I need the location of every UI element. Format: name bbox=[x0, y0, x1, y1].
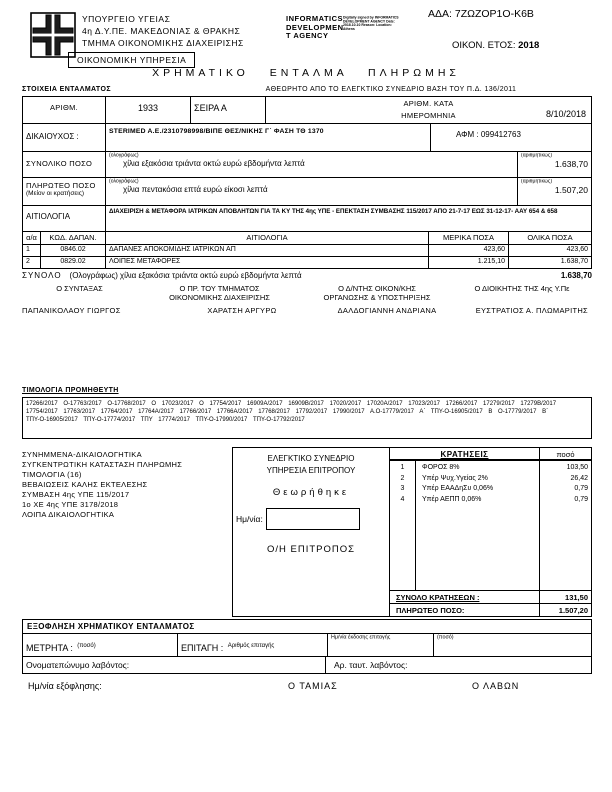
deduction-4-amount: 0,79 bbox=[574, 495, 588, 503]
item-1-total: 423,60 bbox=[566, 246, 588, 253]
settlement-date-label: Ημ/νία εξόφλησης: bbox=[28, 681, 102, 691]
cheque-amount-note: (ποσό) bbox=[437, 635, 454, 641]
deduction-amounts-column bbox=[539, 461, 591, 590]
in-figures-label: (αριθμητικώς) bbox=[521, 153, 553, 159]
order-number-row bbox=[23, 97, 591, 123]
item-1-code: 0846.02 bbox=[41, 245, 106, 256]
audit-court-line2: ΥΠΗΡΕΣΙΑ ΕΠΙΤΡΟΠΟΥ bbox=[266, 466, 356, 475]
ministry-line-1: ΥΠΟΥΡΓΕΙΟ ΥΓΕΙΑΣ bbox=[82, 14, 171, 24]
role-governor: Ο ΔΙΟΙΚΗΤΗΣ ΤΗΣ 4ης Υ.Πε bbox=[474, 284, 570, 293]
signatory-name-4: ΕΥΣΤΡΑΤΙΟΣ Α. ΠΛΩΜΑΡΙΤΗΣ bbox=[475, 306, 588, 315]
audit-court-line1: ΕΛΕΓΚΤΙΚΟ ΣΥΝΕΔΡΙΟ bbox=[267, 454, 355, 463]
date-value: 8/10/2018 bbox=[545, 109, 586, 119]
audit-deductions-box bbox=[232, 447, 592, 617]
deduction-2-desc: Υπέρ Ψυχ.Υγείας 2% bbox=[422, 474, 488, 482]
deductions-total-label: ΣΥΝΟΛΟ ΚΡΑΤΗΣΕΩΝ : bbox=[396, 593, 480, 602]
order-number-value: 1933 bbox=[106, 97, 191, 123]
sum-in-words: χίλια εξακόσια τριάντα οκτώ ευρώ εβδομήντα λεπτά bbox=[119, 271, 302, 280]
items-header-partial: ΜΕΡΙΚΑ ΠΟΣΑ bbox=[429, 232, 509, 244]
total-amount-value: 1.638,70 bbox=[554, 159, 588, 169]
audit-court-pane bbox=[233, 448, 390, 616]
invoices-box bbox=[22, 397, 592, 439]
sum-label: ΣΥΝΟΛΟ bbox=[22, 271, 62, 280]
sum-amount: 1.638,70 bbox=[560, 271, 592, 280]
payable-in-words: χίλια πεντακόσια επτά ευρώ είκοσι λεπτά bbox=[123, 185, 268, 194]
item-row-1 bbox=[23, 244, 591, 256]
items-header-desc: ΑΙΤΙΟΛΟΓΙΑ bbox=[106, 232, 429, 244]
deduction-4-desc: Υπέρ ΑΕΠΠ 0,06% bbox=[422, 495, 482, 503]
items-header-row bbox=[23, 231, 591, 244]
stamp-line-2: DEVELOPMEN bbox=[286, 22, 344, 32]
signatory-name-2: ΧΑΡΑΤΣΗ ΑΡΓΥΡΩ bbox=[207, 306, 277, 315]
payable-label: ΠΛΗΡΩΤΕΟ ΠΟΣΟ bbox=[26, 181, 96, 190]
ministry-line-2: 4η Δ.Υ.ΠΕ. ΜΑΚΕΔΟΝΙΑΣ & ΘΡΑΚΗΣ bbox=[82, 26, 241, 36]
approved-label: Θεωρήθηκε bbox=[272, 487, 350, 498]
cheque-label: ΕΠΙΤΑΓΗ : bbox=[181, 643, 224, 653]
deduction-3-no: 3 bbox=[400, 485, 405, 492]
item-1-no: 1 bbox=[23, 245, 41, 256]
deductions-title: ΚΡΑΤΗΣΕΙΣ bbox=[440, 450, 489, 459]
item-2-partial: 1.215,10 bbox=[429, 257, 509, 268]
afm-label: ΑΦΜ : bbox=[456, 130, 479, 139]
beneficiary-label: ΔΙΚΑΙΟΥΧΟΣ : bbox=[23, 124, 106, 151]
attachments-list bbox=[22, 450, 227, 520]
net-payable-amount: 1.507,20 bbox=[539, 604, 591, 616]
item-2-desc: ΛΟΙΠΕΣ ΜΕΤΑΦΟΡΕΣ bbox=[106, 257, 429, 268]
unaudited-note: ΑΘΕΩΡΗΤΟ ΑΠΟ ΤΟ ΕΛΕΓΚΤΙΚΟ ΣΥΝΕΔΡΙΟ ΒΑΣΗ ΤΟΥ Π.Δ. 136/2011 bbox=[265, 86, 517, 93]
role-head-dept-line1: Ο ΠΡ. ΤΟΥ ΤΜΗΜΑΤΟΣ bbox=[179, 284, 260, 293]
section-label-order-details: ΣΤΟΙΧΕΙΑ ΕΝΤΑΛΜΑΤΟΣ bbox=[22, 86, 111, 93]
deductions-amount-header: ποσό bbox=[539, 448, 591, 459]
item-2-total: 1.638,70 bbox=[560, 258, 588, 265]
deduction-2-amount: 26,42 bbox=[570, 474, 588, 482]
reason-label: ΑΙΤΙΟΛΟΓΙΑ bbox=[23, 206, 106, 231]
attachment-line-2: ΣΥΓΚΕΝΤΡΩΤΙΚΗ ΚΑΤΑΣΤΑΣΗ ΠΛΗΡΩΜΗΣ bbox=[22, 460, 183, 469]
role-director-line1: Ο Δ/ΝΤΗΣ ΟΙΚΟΝ/ΚΗΣ bbox=[338, 284, 416, 293]
attachment-line-6: 1ο ΧΕ 4ης ΥΠΕ 3178/2018 bbox=[22, 500, 119, 509]
payable-amount-value: 1.507,20 bbox=[554, 185, 588, 195]
cashier-label: Ο ΤΑΜΙΑΣ bbox=[288, 681, 338, 691]
deduction-2-no: 2 bbox=[400, 474, 405, 482]
fiscal-year-label: ΟΙΚΟΝ. ΕΤΟΣ: bbox=[452, 40, 516, 51]
cash-amount-note: (ποσό) bbox=[77, 643, 96, 649]
deduction-numbers-column bbox=[390, 461, 416, 590]
ada-value: 7ΖΩΖΟΡ1Ο-Κ6Β bbox=[454, 8, 534, 20]
date-label: ΗΜΕΡΟΜΗΝΙΑ bbox=[401, 111, 456, 120]
item-2-no: 2 bbox=[23, 257, 41, 268]
attachment-line-3: ΤΙΜΟΛΟΓΙΑ (16) bbox=[22, 470, 82, 479]
invoice-line-3: ΤΠΥ-Ο-16905/2017 ΤΠΥ-Ο-17774/2017 ΤΠΥ 17774/2017 ΤΠΥ-Ο-17990/2017 ΤΠΥ-Ο-17792/2017 bbox=[26, 417, 305, 423]
deduction-3-amount: 0,79 bbox=[574, 485, 588, 492]
payable-amount-row bbox=[23, 177, 591, 205]
item-1-partial: 423,60 bbox=[429, 245, 509, 256]
net-payable-label: ΠΛΗΡΩΤΕΟ ΠΟΣΟ: bbox=[396, 606, 465, 615]
date-entry-box bbox=[266, 508, 360, 530]
attachment-line-7: ΛΟΙΠΑ ΔΙΚΑΙΟΛΟΓΗΤΙΚΑ bbox=[22, 510, 115, 519]
stamp-details: Digitally signed by INFORMATICS DEVELOPMENT AGENCY Date: 2018.10.10 Reason: Location: Athens bbox=[343, 16, 399, 31]
item-1-desc: ΔΑΠΑΝΕΣ ΑΠΟΚΟΜΙΔΗΣ ΙΑΤΡΙΚΩΝ ΑΠ bbox=[106, 245, 429, 256]
receiver-label: Ο ΛΑΒΩΝ bbox=[472, 681, 520, 691]
deductions-pane bbox=[390, 448, 591, 616]
reason-row bbox=[23, 205, 591, 231]
role-drafter: Ο ΣΥΝΤΑΞΑΣ bbox=[56, 284, 103, 293]
total-amount-label: ΣΥΝΟΛΙΚΟ ΠΟΣΟ bbox=[23, 152, 106, 177]
attachment-line-4: ΒΕΒΑΙΩΣΕΙΣ ΚΑΛΗΣ ΕΚΤΕΛΕΣΗΣ bbox=[22, 480, 148, 489]
settlement-title: ΕΞΟΦΛΗΣΗ ΧΡΗΜΑΤΙΚΟΥ ΕΝΤΑΛΜΑΤΟΣ bbox=[23, 620, 591, 634]
order-table bbox=[22, 96, 592, 269]
in-figures-label-2: (αριθμητικώς) bbox=[521, 179, 553, 185]
ministry-line-3: ΤΜΗΜΑ ΟΙΚΟΝΟΜΙΚΗΣ ΔΙΑΧΕΙΡΙΣΗΣ bbox=[82, 38, 244, 48]
cheque-date-note: Ημ/νία έκδοσης επιταγής bbox=[331, 635, 391, 641]
signatory-name-1: ΠΑΠΑΝΙΚΟΛΑΟΥ ΓΙΩΡΓΟΣ bbox=[22, 306, 121, 315]
stamp-line-3: T AGENCY bbox=[286, 31, 329, 40]
afm-value: 099412763 bbox=[480, 130, 521, 139]
attachment-line-5: ΣΥΜΒΑΣΗ 4ης ΥΠΕ 115/2017 bbox=[22, 490, 130, 499]
ministry-header bbox=[82, 13, 244, 49]
invoice-line-1: 17266/2017 Ο-17763/2017 Ο-17768/2017 Ο 17023/2017 Ο 17754/2017 16909Α/2017 16909Β/2017 17020/2017 17020Α/2017 17023/2017 17266/2017 17279/2017 17279Β/2017 bbox=[26, 401, 557, 407]
ada-code bbox=[428, 8, 534, 20]
beneficiary-value: STERIMED A.E./2310798998/ΒΙΠΕ ΘΕΣ/ΝΙΚΗΣ Γ΄ ΦΑΣΗ ΤΘ 1370 bbox=[106, 124, 431, 151]
invoice-line-2: 17754/2017 17763/2017 17764/2017 17764Α/2017 17766/2017 17766Α/2017 17768/2017 17792/2017 17990/2017 Α.Ο-17779/2017 Α΄ ΤΠΥ-Ο-16905/2017 Β Ο-17779/2017 Β΄ bbox=[26, 409, 549, 415]
deduction-3-desc: Υπέρ ΕΑΑΔηΣυ 0,06% bbox=[422, 485, 494, 492]
items-header-total: ΟΛΙΚΑ ΠΟΣΑ bbox=[527, 233, 573, 242]
beneficiary-row bbox=[23, 123, 591, 151]
ada-label: ΑΔΑ: bbox=[428, 8, 452, 20]
series-value: ΣΕΙΡΑ Α bbox=[191, 97, 266, 123]
signatory-name-3: ΔΑΛΔΟΓΙΑΝΝΗ ΑΝΔΡΙΑΝΑ bbox=[337, 306, 437, 315]
digital-signature-stamp bbox=[286, 15, 344, 41]
in-words-label: (ολογράφως) bbox=[109, 153, 139, 159]
signatory-roles bbox=[22, 283, 592, 303]
department-box: ΟΙΚΟΝΟΜΙΚΗ ΥΠΗΡΕΣΙΑ bbox=[68, 52, 195, 68]
order-number-label: ΑΡΙΘΜ. bbox=[23, 97, 106, 123]
role-director-line2: ΟΡΓΑΝΩΣΗΣ & ΥΠΟΣΤΗΡΙΞΗΣ bbox=[323, 293, 431, 302]
payable-sublabel: (Μείον οι κρατήσεις) bbox=[26, 190, 84, 197]
deduction-1-no: 1 bbox=[400, 464, 405, 471]
reason-text: ΔΙΑΧΕΙΡΙΣΗ & ΜΕΤΑΦΟΡΑ ΙΑΤΡΙΚΩΝ ΑΠΟΒΛΗΤΩΝ ΓΙΑ ΤΑ ΚΥ ΤΗΣ 4ης ΥΠΕ - ΕΠΕΚΤΑΣΗ ΣΥΜΒΑΣΗΣ 115/2017 ΑΠΟ 21-7-17 ΕΩΣ 31-12-17- ΑΑΥ 654 & 658 bbox=[109, 208, 558, 215]
commissioner-label: Ο/Η ΕΠΙΤΡΟΠΟΣ bbox=[266, 544, 356, 555]
in-words-label-2: (ολογράφως) bbox=[109, 179, 139, 185]
deduction-1-desc: ΦΟΡΟΣ 8% bbox=[422, 464, 460, 471]
attachment-line-1: ΣΥΝΗΜΜΕΝΑ-ΔΙΚΑΙΟΛΟΓΗΤΙΚΑ bbox=[22, 450, 142, 459]
sum-line bbox=[22, 271, 592, 280]
stamp-line-1: INFORMATICS bbox=[286, 14, 344, 23]
fiscal-year bbox=[452, 40, 539, 51]
total-in-words: χίλια εξακόσια τριάντα οκτώ ευρώ εβδομήντα λεπτά bbox=[123, 159, 305, 168]
deduction-descriptions-column bbox=[416, 461, 539, 590]
deductions-total-amount: 131,50 bbox=[539, 591, 591, 603]
item-row-2 bbox=[23, 256, 591, 268]
deduction-1-amount: 103,50 bbox=[566, 464, 588, 471]
deduction-4-no: 4 bbox=[400, 495, 405, 503]
document-title: ΧΡΗΜΑΤΙΚΟ ΕΝΤΑΛΜΑ ΠΛΗΡΩΜΗΣ bbox=[152, 67, 460, 79]
total-amount-row bbox=[23, 151, 591, 177]
settlement-table bbox=[22, 619, 592, 674]
sum-words-label: (Ολογράφως) bbox=[69, 271, 118, 280]
recipient-id-label: Αρ. ταυτ. λαβόντος: bbox=[334, 660, 408, 670]
item-2-code: 0829.02 bbox=[41, 257, 106, 268]
cash-label: ΜΕΤΡΗΤΑ : bbox=[26, 643, 73, 653]
cheque-number-note: Αριθμός επιταγής bbox=[227, 643, 275, 649]
kata-label: ΑΡΙΘΜ. ΚΑΤΑ bbox=[403, 99, 454, 108]
invoices-label: ΤΙΜΟΛΟΓΙΑ ΠΡΟΜΗΘΕΥΤΗ bbox=[22, 387, 119, 394]
signatory-names bbox=[22, 306, 592, 315]
fiscal-year-value: 2018 bbox=[518, 40, 540, 51]
audit-date-label: Ημ/νία: bbox=[236, 514, 263, 524]
recipient-name-label: Ονοματεπώνυμο λαβόντος: bbox=[23, 657, 326, 673]
role-head-dept-line2: ΟΙΚΟΝΟΜΙΚΗΣ ΔΙΑΧΕΙΡΙΣΗΣ bbox=[169, 293, 270, 302]
items-header-code: ΚΩΔ. ΔΑΠΑΝ. bbox=[41, 232, 106, 244]
items-header-no: α/α bbox=[23, 232, 41, 244]
